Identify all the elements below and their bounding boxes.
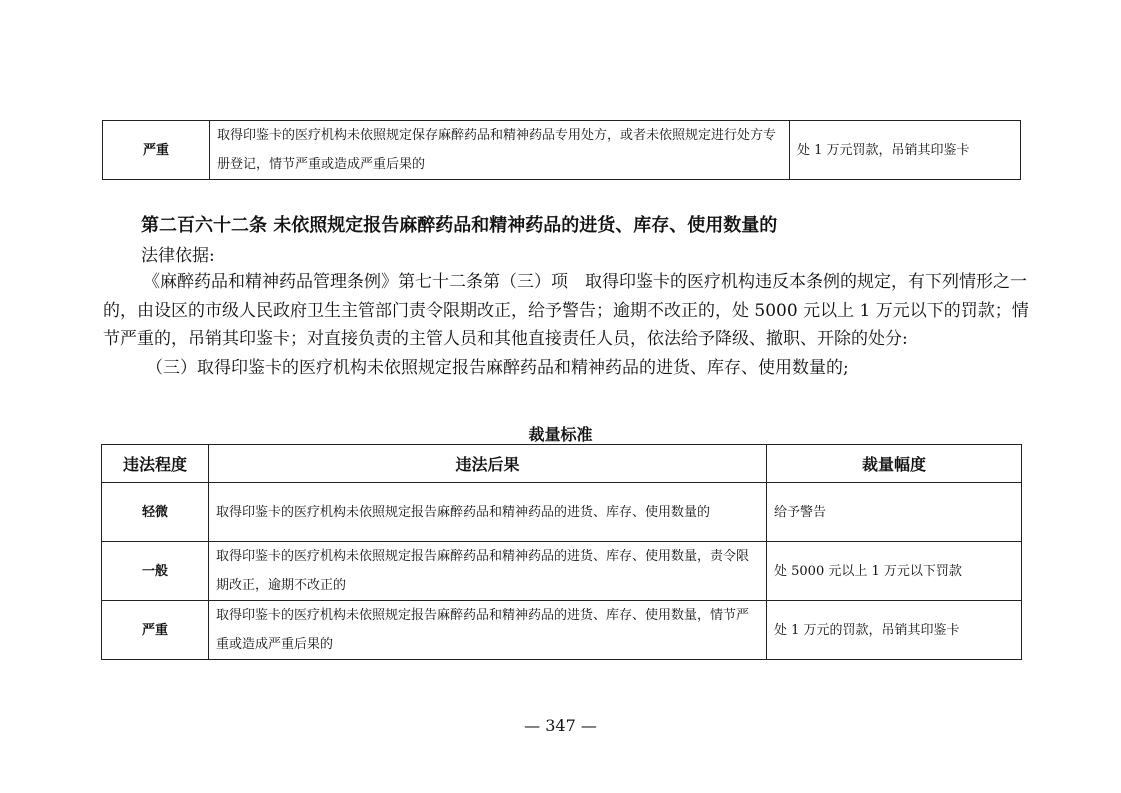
violation-level-cell: 轻微 bbox=[102, 483, 209, 542]
penalty-range-cell: 处 1 万元的罚款，吊销其印鉴卡 bbox=[767, 601, 1022, 660]
table-row bbox=[102, 483, 1022, 542]
penalty-range-cell: 处 5000 元以上 1 万元以下罚款 bbox=[767, 542, 1022, 601]
penalty-range-cell: 处 1 万元罚款，吊销其印鉴卡 bbox=[790, 121, 1021, 180]
table-row bbox=[102, 542, 1022, 601]
header-result: 违法后果 bbox=[209, 445, 767, 483]
discretion-standard-table bbox=[101, 444, 1022, 660]
previous-standard-table bbox=[102, 120, 1021, 180]
violation-result-cell: 取得印鉴卡的医疗机构未依照规定报告麻醉药品和精神药品的进货、库存、使用数量，责令限期改正，逾期不改正的 bbox=[209, 542, 767, 601]
table-row bbox=[103, 121, 1021, 180]
header-level: 违法程度 bbox=[102, 445, 209, 483]
table-row bbox=[102, 601, 1022, 660]
standard-title: 裁量标准 bbox=[528, 425, 593, 444]
regulation-clause: （三）取得印鉴卡的医疗机构未依照规定报告麻醉药品和精神药品的进货、库存、使用数量的; bbox=[146, 357, 849, 378]
violation-result-cell: 取得印鉴卡的医疗机构未依照规定报告麻醉药品和精神药品的进货、库存、使用数量的 bbox=[209, 483, 767, 542]
violation-level-cell: 一般 bbox=[102, 542, 209, 601]
violation-level-cell: 严重 bbox=[103, 121, 210, 180]
penalty-range-cell: 给予警告 bbox=[767, 483, 1022, 542]
legal-basis-text bbox=[103, 268, 1033, 382]
violation-level-cell: 严重 bbox=[102, 601, 209, 660]
header-range: 裁量幅度 bbox=[767, 445, 1022, 483]
violation-result-cell: 取得印鉴卡的医疗机构未依照规定报告麻醉药品和精神药品的进货、库存、使用数量，情节严重或造成严重后果的 bbox=[209, 601, 767, 660]
regulation-paragraph: 《麻醉药品和精神药品管理条例》第七十二条第（三）项 取得印鉴卡的医疗机构违反本条例的规定，有下列情形之一的，由设区的市级人民政府卫生主管部门责令限期改正，给予警告；逾期不改正的，处 5000 元以上 1 万元以下的罚款；情节严重的，吊销其印鉴卡；对直接负责的主管人员和其他直接责任人员，依法给予降级、撤职、开除的处分: bbox=[103, 272, 1029, 349]
article-title: 第二百六十二条 未依照规定报告麻醉药品和精神药品的进货、库存、使用数量的 bbox=[141, 215, 778, 236]
table-header-row bbox=[102, 445, 1022, 483]
violation-result-cell: 取得印鉴卡的医疗机构未依照规定保存麻醉药品和精神药品专用处方，或者未依照规定进行处方专册登记，情节严重或造成严重后果的 bbox=[210, 121, 790, 180]
legal-basis-label: 法律依据: bbox=[141, 246, 215, 266]
page-number: — 347 — bbox=[524, 716, 597, 735]
